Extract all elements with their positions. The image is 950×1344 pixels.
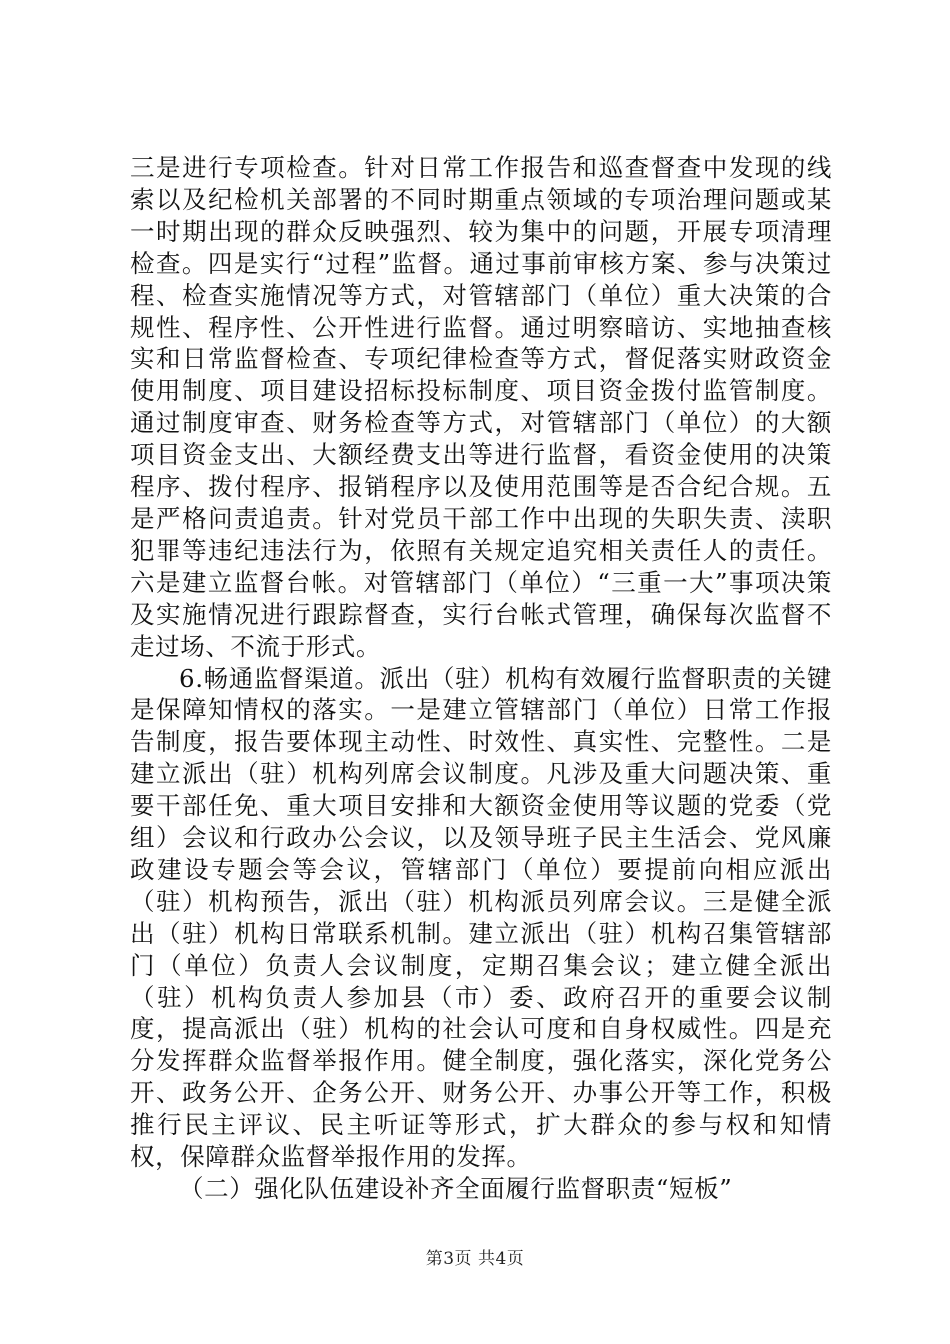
document-body <box>130 152 832 1205</box>
page-number-footer: 第3页 共4页 <box>425 1249 525 1269</box>
paragraph-special-inspection: 三是进行专项检查。针对日常工作报告和巡查督查中发现的线索以及纪检机关部署的不同时期重点领域的专项治理问题或某一时期出现的群众反映强烈、较为集中的问题，开展专项清理检查。四是实行“过程”监督。通过事前审核方案、参与决策过程、检查实施情况等方式，对管辖部门（单位）重大决策的合规性、程序性、公开性进行监督。通过明察暗访、实地抽查核实和日常监督检查、专项纪律检查等方式，督促落实财政资金使用制度、项目建设招标投标制度、项目资金拨付监管制度。通过制度审查、财务检查等方式，对管辖部门（单位）的大额项目资金支出、大额经费支出等进行监督，看资金使用的决策程序、拨付程序、报销程序以及使用范围等是否合纪合规。五是严格问责追责。针对党员干部工作中出现的失职失责、渎职犯罪等违纪违法行为，依照有关规定追究相关责任人的责任。六是建立监督台帐。对管辖部门（单位）“三重一大”事项决策及实施情况进行跟踪督查，实行台帐式管理，确保每次监督不走过场、不流于形式。 <box>130 153 832 661</box>
section-heading-team-building: （二）强化队伍建设补齐全面履行监督职责“短板” <box>179 1174 733 1203</box>
paragraph-supervision-channels: 6.畅通监督渠道。派出（驻）机构有效履行监督职责的关键是保障知情权的落实。一是建立管辖部门（单位）日常工作报告制度，报告要体现主动性、时效性、真实性、完整性。二是建立派出（驻）机构列席会议制度。凡涉及重大问题决策、重要干部任免、重大项目安排和大额资金使用等议题的党委（党组）会议和行政办公会议，以及领导班子民主生活会、党风廉政建设专题会等会议，管辖部门（单位）要提前向相应派出（驻）机构预告，派出（驻）机构派员列席会议。三是健全派出（驻）机构日常联系机制。建立派出（驻）机构召集管辖部门（单位）负责人会议制度，定期召集会议；建立健全派出（驻）机构负责人参加县（市）委、政府召开的重要会议制度，提高派出（驻）机构的社会认可度和自身权威性。四是充分发挥群众监督举报作用。健全制度，强化落实，深化党务公开、政务公开、企务公开、财务公开、办事公开等工作，积极推行民主评议、民主听证等形式，扩大群众的参与权和知情权，保障群众监督举报作用的发挥。 <box>130 663 832 1172</box>
